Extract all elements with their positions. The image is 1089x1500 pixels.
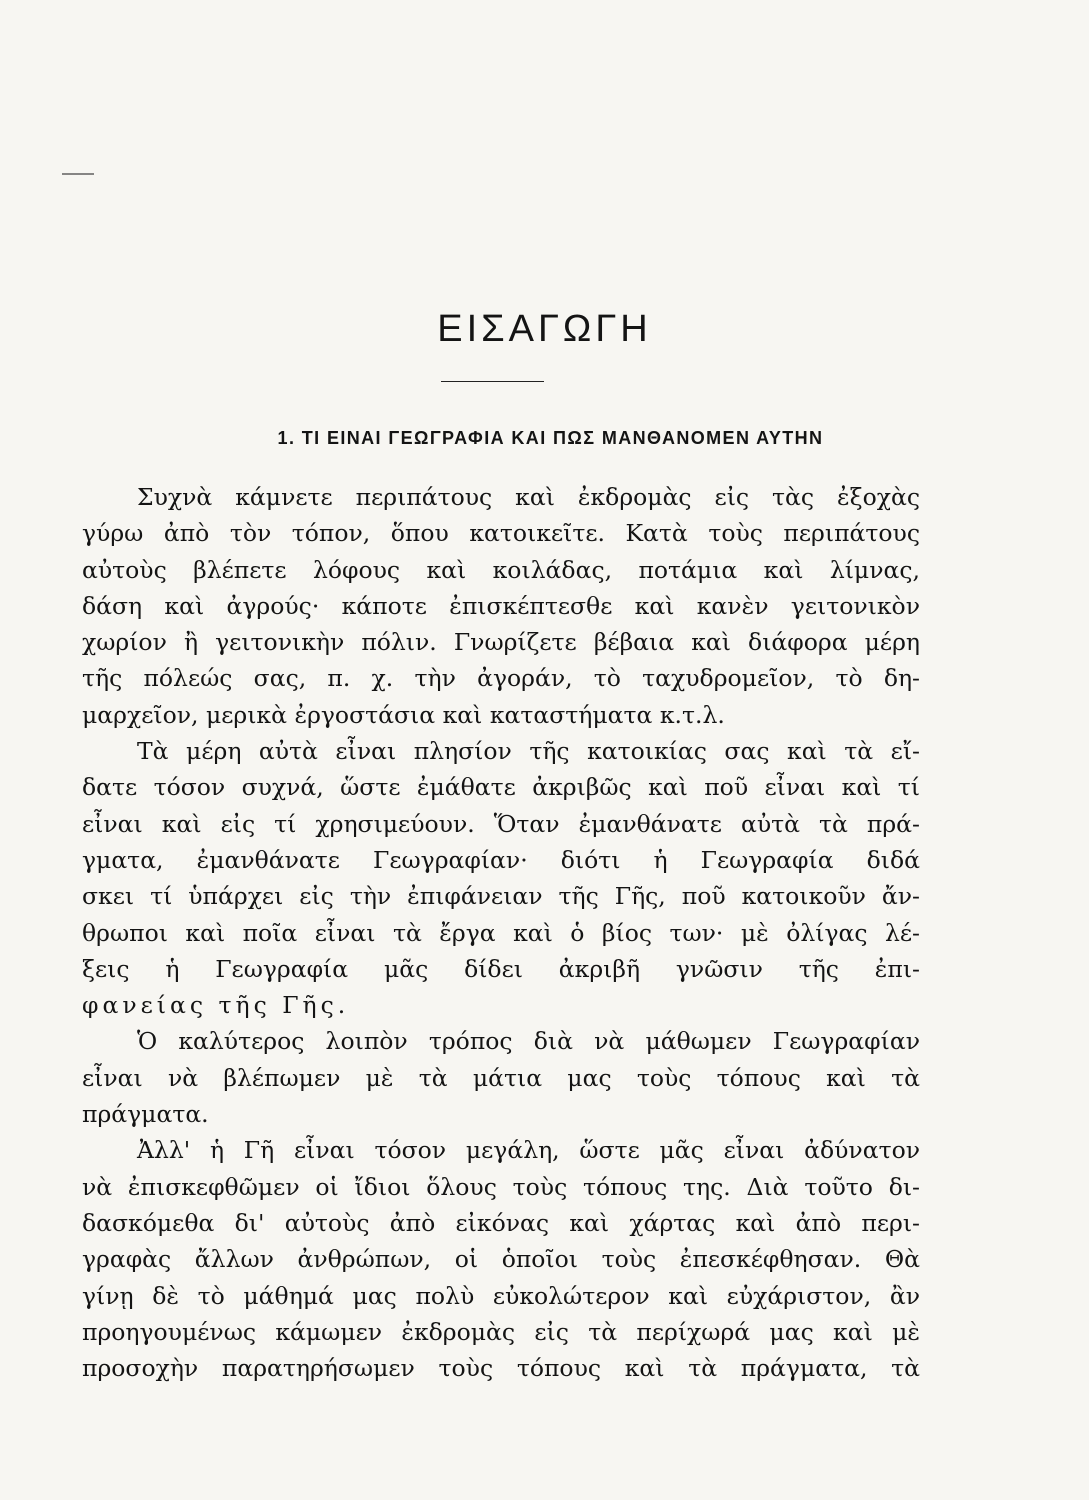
text-line: δάση καὶ ἀγρούς· κάποτε ἐπισκέπτεσθε καὶ κανὲν γειτονικὸν [82,591,920,620]
text-line: Ἀλλ' ἡ Γῆ εἶναι τόσον μεγάλη, ὥστε μᾶς εἶναι ἀδύνατον [137,1136,920,1165]
margin-mark [62,173,94,175]
text-line: γύρω ἀπὸ τὸν τόπον, ὅπου κατοικεῖτε. Κατὰ τοὺς περιπάτους [82,519,920,548]
body-text [82,479,920,1386]
text-line: Συχνὰ κάμνετε περιπάτους καὶ ἐκδρομὰς εἰς τὰς ἐξοχὰς [137,483,920,511]
text-line: γματα, ἐμανθάνατε Γεωγραφίαν· διότι ἡ Γεωγραφία διδά [82,845,920,874]
text-line: Τὰ μέρη αὐτὰ εἶναι πλησίον τῆς κατοικίας σας καὶ τὰ εἴ- [137,737,920,766]
text-line: πράγματα. [82,1100,209,1129]
text-line: νὰ ἐπισκεφθῶμεν οἱ ἴδιοι ὅλους τοὺς τόπους της. Διὰ τοῦτο δι- [82,1172,920,1201]
text-line: Ὁ καλύτερος λοιπὸν τρόπος διὰ νὰ μάθωμεν Γεωγραφίαν [137,1027,920,1056]
text-line: ξεις ἡ Γεωγραφία μᾶς δίδει ἀκριβῆ γνῶσιν τῆς ἐπι- [82,954,920,983]
text-line: προηγουμένως κάμωμεν ἐκδρομὰς εἰς τὰ περίχωρά μας καὶ μὲ [82,1317,920,1346]
title-rule [441,381,544,382]
text-line: γραφὰς ἄλλων ἀνθρώπων, οἱ ὁποῖοι τοὺς ἐπεσκέφθησαν. Θὰ [82,1245,920,1274]
text-line: δατε τόσον συχνά, ὥστε ἐμάθατε ἀκριβῶς καὶ ποῦ εἶναι καὶ τί [82,773,920,802]
text-line: αὐτοὺς βλέπετε λόφους καὶ κοιλάδας, ποτάμια καὶ λίμνας, [82,555,920,584]
text-line: φανείας τῆς Γῆς. [82,991,350,1020]
page-title: ΕΙΣΑΓΩΓΗ [437,308,652,350]
text-line: τῆς πόλεώς σας, π. χ. τὴν ἀγοράν, τὸ ταχυδρομεῖον, τὸ δη- [82,664,920,693]
section-heading: 1. ΤΙ ΕΙΝΑΙ ΓΕΩΓΡΑΦΙΑ ΚΑΙ ΠΩΣ ΜΑΝΘΑΝΟΜΕΝ ΑΥΤΗΝ [277,428,824,448]
text-line: εἶναι καὶ εἰς τί χρησιμεύουν. Ὅταν ἐμανθάνατε αὐτὰ τὰ πρά- [82,809,920,838]
text-line: χωρίον ἢ γειτονικὴν πόλιν. Γνωρίζετε βέβαια καὶ διάφορα μέρη [82,628,920,657]
text-line: δασκόμεθα δι' αὐτοὺς ἀπὸ εἰκόνας καὶ χάρτας καὶ ἀπὸ περι- [82,1208,920,1237]
text-line: σκει τί ὑπάρχει εἰς τὴν ἐπιφάνειαν τῆς Γῆς, ποῦ κατοικοῦν ἄν- [82,882,920,911]
text-line: γίνῃ δὲ τὸ μάθημά μας πολὺ εὐκολώτερον καὶ εὐχάριστον, ἂν [82,1281,920,1310]
text-line: προσοχὴν παρατηρήσωμεν τοὺς τόπους καὶ τὰ πράγματα, τὰ [82,1354,920,1383]
text-line: εἶναι νὰ βλέπωμεν μὲ τὰ μάτια μας τοὺς τόπους καὶ τὰ [82,1063,920,1092]
text-line: θρωποι καὶ ποῖα εἶναι τὰ ἔργα καὶ ὁ βίος των· μὲ ὀλίγας λέ- [82,918,920,947]
text-line: μαρχεῖον, μερικὰ ἐργοστάσια καὶ καταστήματα κ.τ.λ. [82,700,725,729]
